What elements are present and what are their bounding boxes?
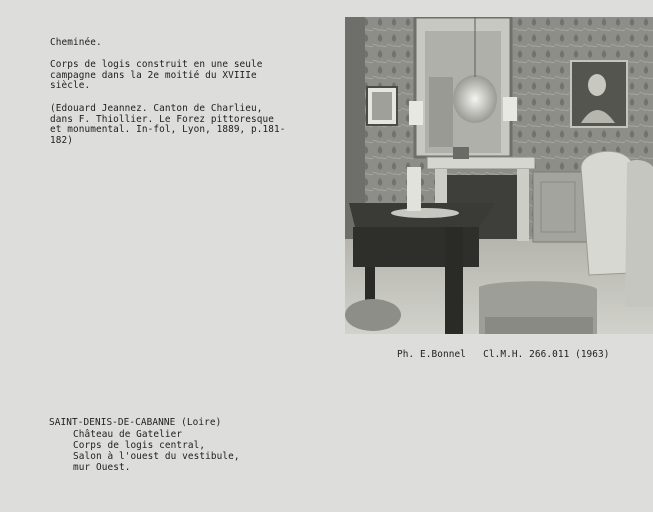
location-wall: mur Ouest. <box>73 462 131 473</box>
salon-fireplace-photo <box>345 17 653 334</box>
photo-credit: Ph. E.Bonnel Cl.M.H. 266.011 (1963) <box>397 349 610 360</box>
location-building: Château de Gatelier <box>73 429 183 440</box>
location-part: Corps de logis central, <box>73 440 206 451</box>
location-town: SAINT-DENIS-DE-CABANNE (Loire) <box>49 417 222 428</box>
location-room: Salon à l'ouest du vestibule, <box>73 451 240 462</box>
interior-photograph <box>345 17 653 334</box>
caption-reference: (Edouard Jeannez. Canton de Charlieu, dans F. Thiollier. Le Forez pittoresque et monumental. In-fol, Lyon, 1889, p.181- 182) <box>50 103 286 146</box>
caption-description: Corps de logis construit en une seule campagne dans la 2e moitié du XVIIIe siècle. <box>50 59 263 92</box>
caption-title: Cheminée. <box>50 37 102 48</box>
